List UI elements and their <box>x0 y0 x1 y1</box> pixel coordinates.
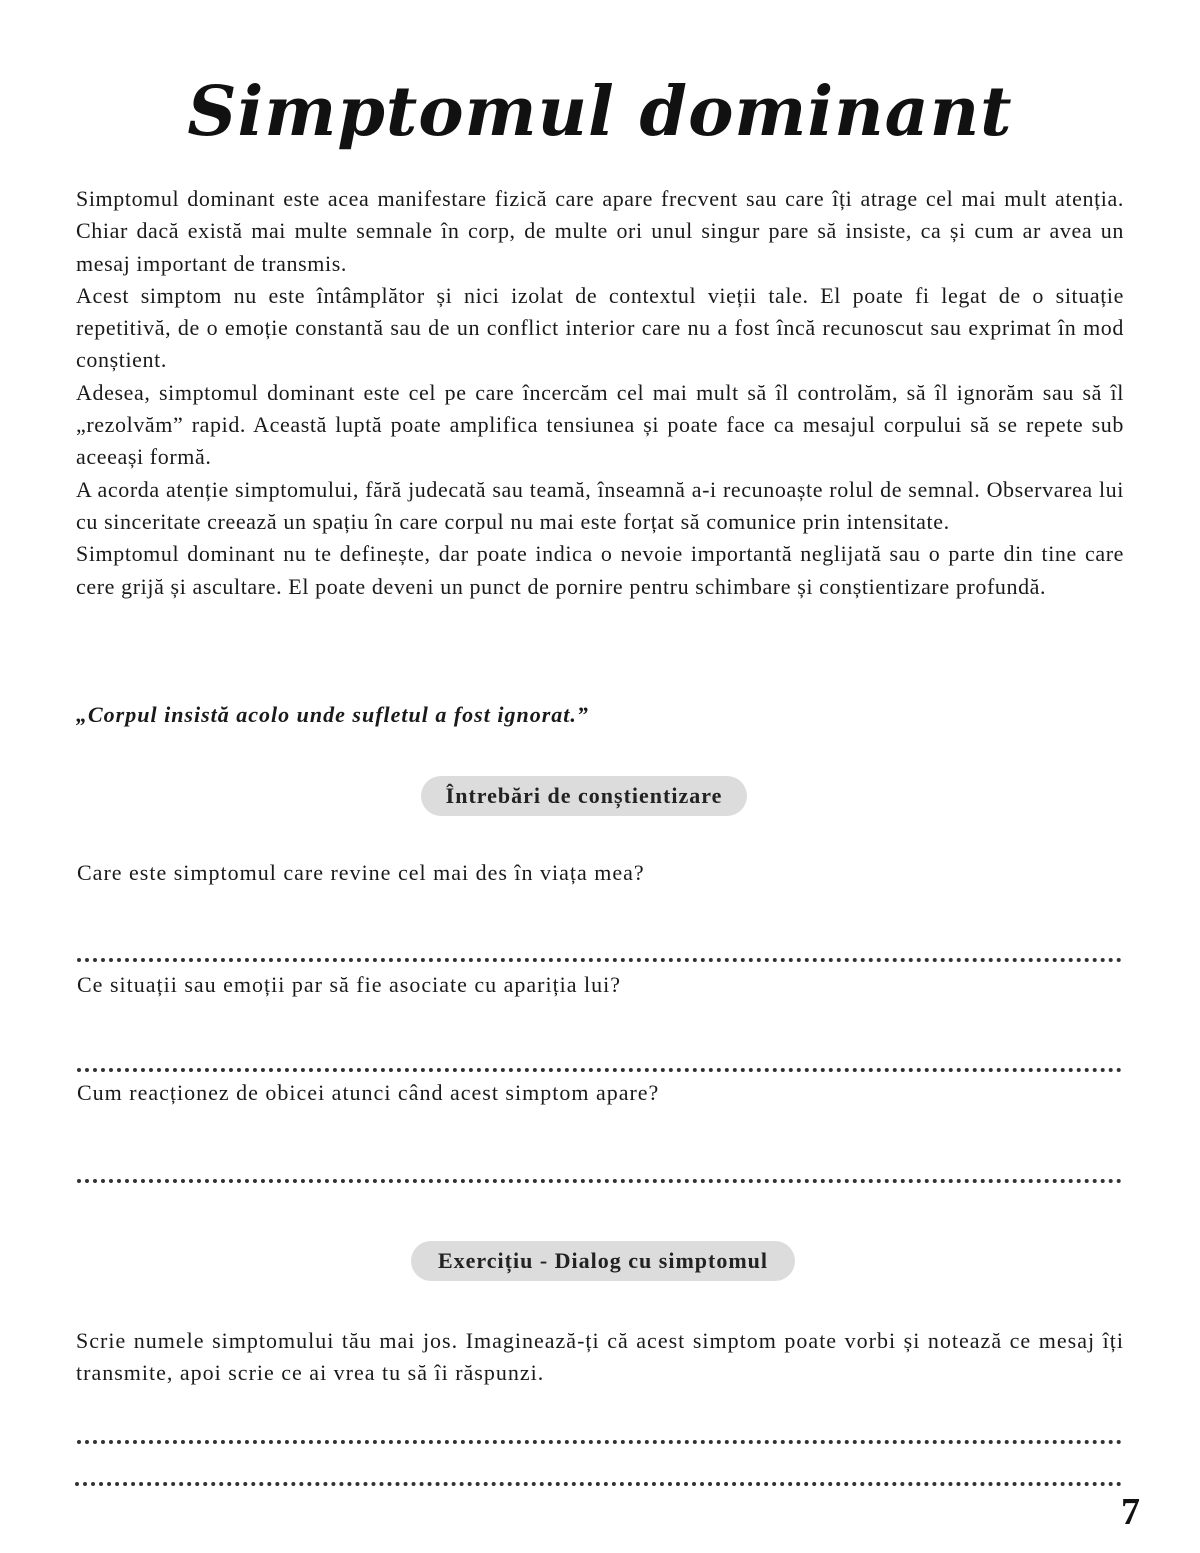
answer-line-3[interactable] <box>77 1179 1122 1183</box>
page-number: 7 <box>1121 1491 1140 1533</box>
intro-paragraph: Simptomul dominant este acea manifestare fizică care apare frecvent sau care îți atrage cel mai mult atenția. Chiar dacă există mai multe semnale în corp, de multe ori unul singur pare să insiste, ca și cum ar avea un mesaj important de transmis. <box>76 186 1124 276</box>
intro-paragraph: Adesea, simptomul dominant este cel pe care încercăm cel mai mult să îl controlăm, să îl ignorăm sau să îl „rezolvăm” rapid. Această luptă poate amplifica tensiunea și poate face ca mesajul corpului să se repete sub aceeași formă. <box>76 379 1124 470</box>
exercise-instructions: Scrie numele simptomului tău mai jos. Imaginează-ți că acest simptom poate vorbi și notează ce mesaj îți transmite, apoi scrie ce ai vrea tu să îi răspunzi. <box>76 1328 1124 1385</box>
exercise-section-heading: Exercițiu - Dialog cu simptomul <box>411 1241 795 1281</box>
question-1: Care este simptomul care revine cel mai des în viața mea? <box>77 860 645 885</box>
awareness-section-heading: Întrebări de conștientizare <box>421 776 747 816</box>
question-3: Cum reacționez de obicei atunci când acest simptom apare? <box>77 1080 660 1105</box>
intro-paragraph: Simptomul dominant nu te definește, dar poate indica o nevoie importantă neglijată sau o parte din tine care cere grijă și ascultare. El poate deveni un punct de pornire pentru schimbare și conștientizare profundă. <box>76 541 1124 599</box>
exercise-answer-line-2[interactable] <box>75 1482 1122 1486</box>
intro-paragraph: Acest simptom nu este întâmplător și nici izolat de contextul vieții tale. El poate fi legat de o situație repetitivă, de o emoție constantă sau de un conflict interior care nu a fost încă recunoscut sau exprimat în mod conștient. <box>76 282 1124 373</box>
page-title: Simptomul dominant <box>187 72 1013 152</box>
question-2: Ce situații sau emoții par să fie asociate cu apariția lui? <box>77 972 622 997</box>
quote: „Corpul insistă acolo unde sufletul a fost ignorat.” <box>76 702 589 727</box>
answer-line-1[interactable] <box>77 958 1122 962</box>
intro-paragraph: A acorda atenție simptomului, fără judecată sau teamă, înseamnă a-i recunoaște rolul de semnal. Observarea lui cu sinceritate creează un spațiu în care corpul nu mai este forțat să comunice prin intensitate. <box>76 476 1124 534</box>
exercise-answer-line-1[interactable] <box>77 1440 1122 1444</box>
answer-line-2[interactable] <box>77 1068 1122 1072</box>
intro-text <box>76 183 1124 603</box>
